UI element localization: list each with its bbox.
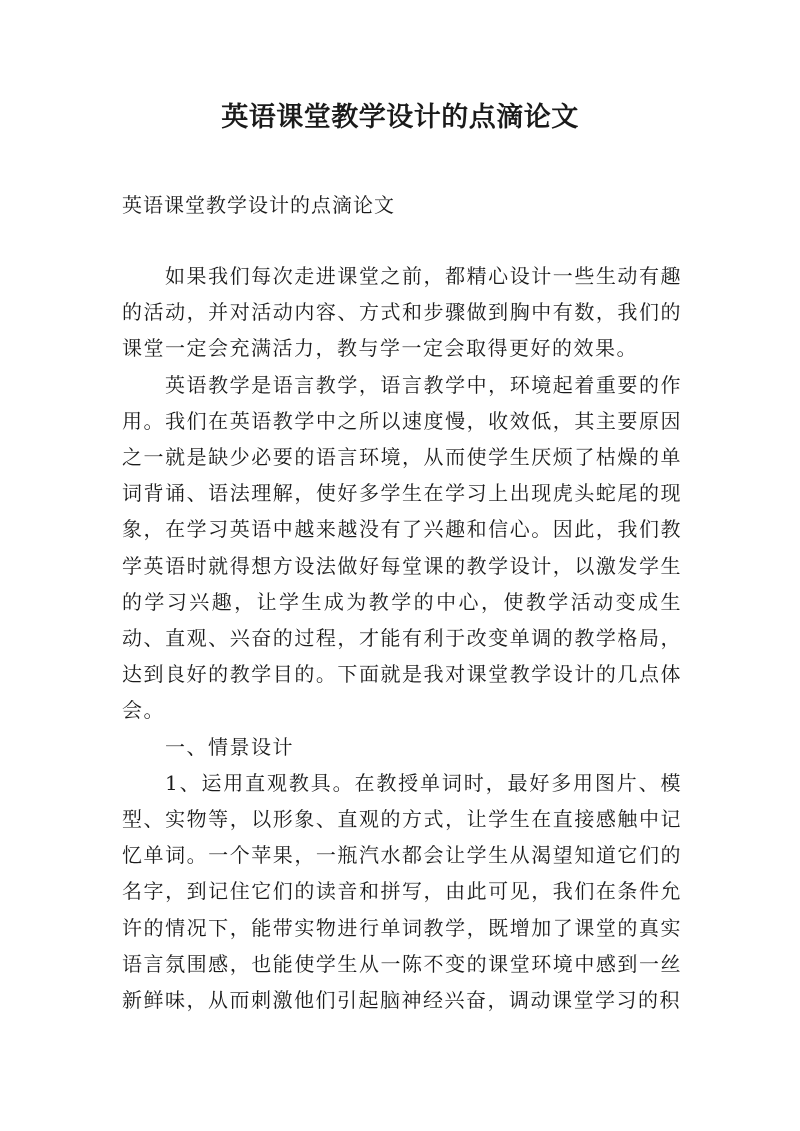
- paragraph-visual-aids: 1、运用直观教具。在教授单词时，最好多用图片、模型、实物等，以形象、直观的方式，让学生在直接感触中记忆单词。一个苹果，一瓶汽水都会让学生从渴望知道它们的名字，到记住它们的读音和拼写，由此可见，我们在条件允许的情况下，能带实物进行单词教学，既增加了课堂的真实语言氛围感，也能使学生从一陈不变的课堂环境中感到一丝新鲜味，从而刺激他们引起脑神经兴奋，调动课堂学习的积: [122, 770, 682, 1013]
- paragraph-intro: 如果我们每次走进课堂之前，都精心设计一些生动有趣的活动，并对活动内容、方式和步骤做到胸中有数，我们的课堂一定会充满活力，教与学一定会取得更好的效果。: [122, 264, 682, 361]
- page-title: 英语课堂教学设计的点滴论文: [221, 102, 579, 133]
- document-subtitle: 英语课堂教学设计的点滴论文: [122, 193, 395, 217]
- paragraph-environment: 英语教学是语言教学，语言教学中，环境起着重要的作用。我们在英语教学中之所以速度慢，收效低，其主要原因之一就是缺少必要的语言环境，从而使学生厌烦了枯燥的单词背诵、语法理解，使好多学生在学习上出现虎头蛇尾的现象，在学习英语中越来越没有了兴趣和信心。因此，我们教学英语时就得想方设法做好每堂课的教学设计，以激发学生的学习兴趣，让学生成为教学的中心，使教学活动变成生动、直观、兴奋的过程，才能有利于改变单调的教学格局，达到良好的教学目的。下面就是我对课堂教学设计的几点体会。: [122, 372, 682, 723]
- section-heading-scenario-design: 一、情景设计: [165, 734, 294, 759]
- document-body: [122, 258, 682, 1018]
